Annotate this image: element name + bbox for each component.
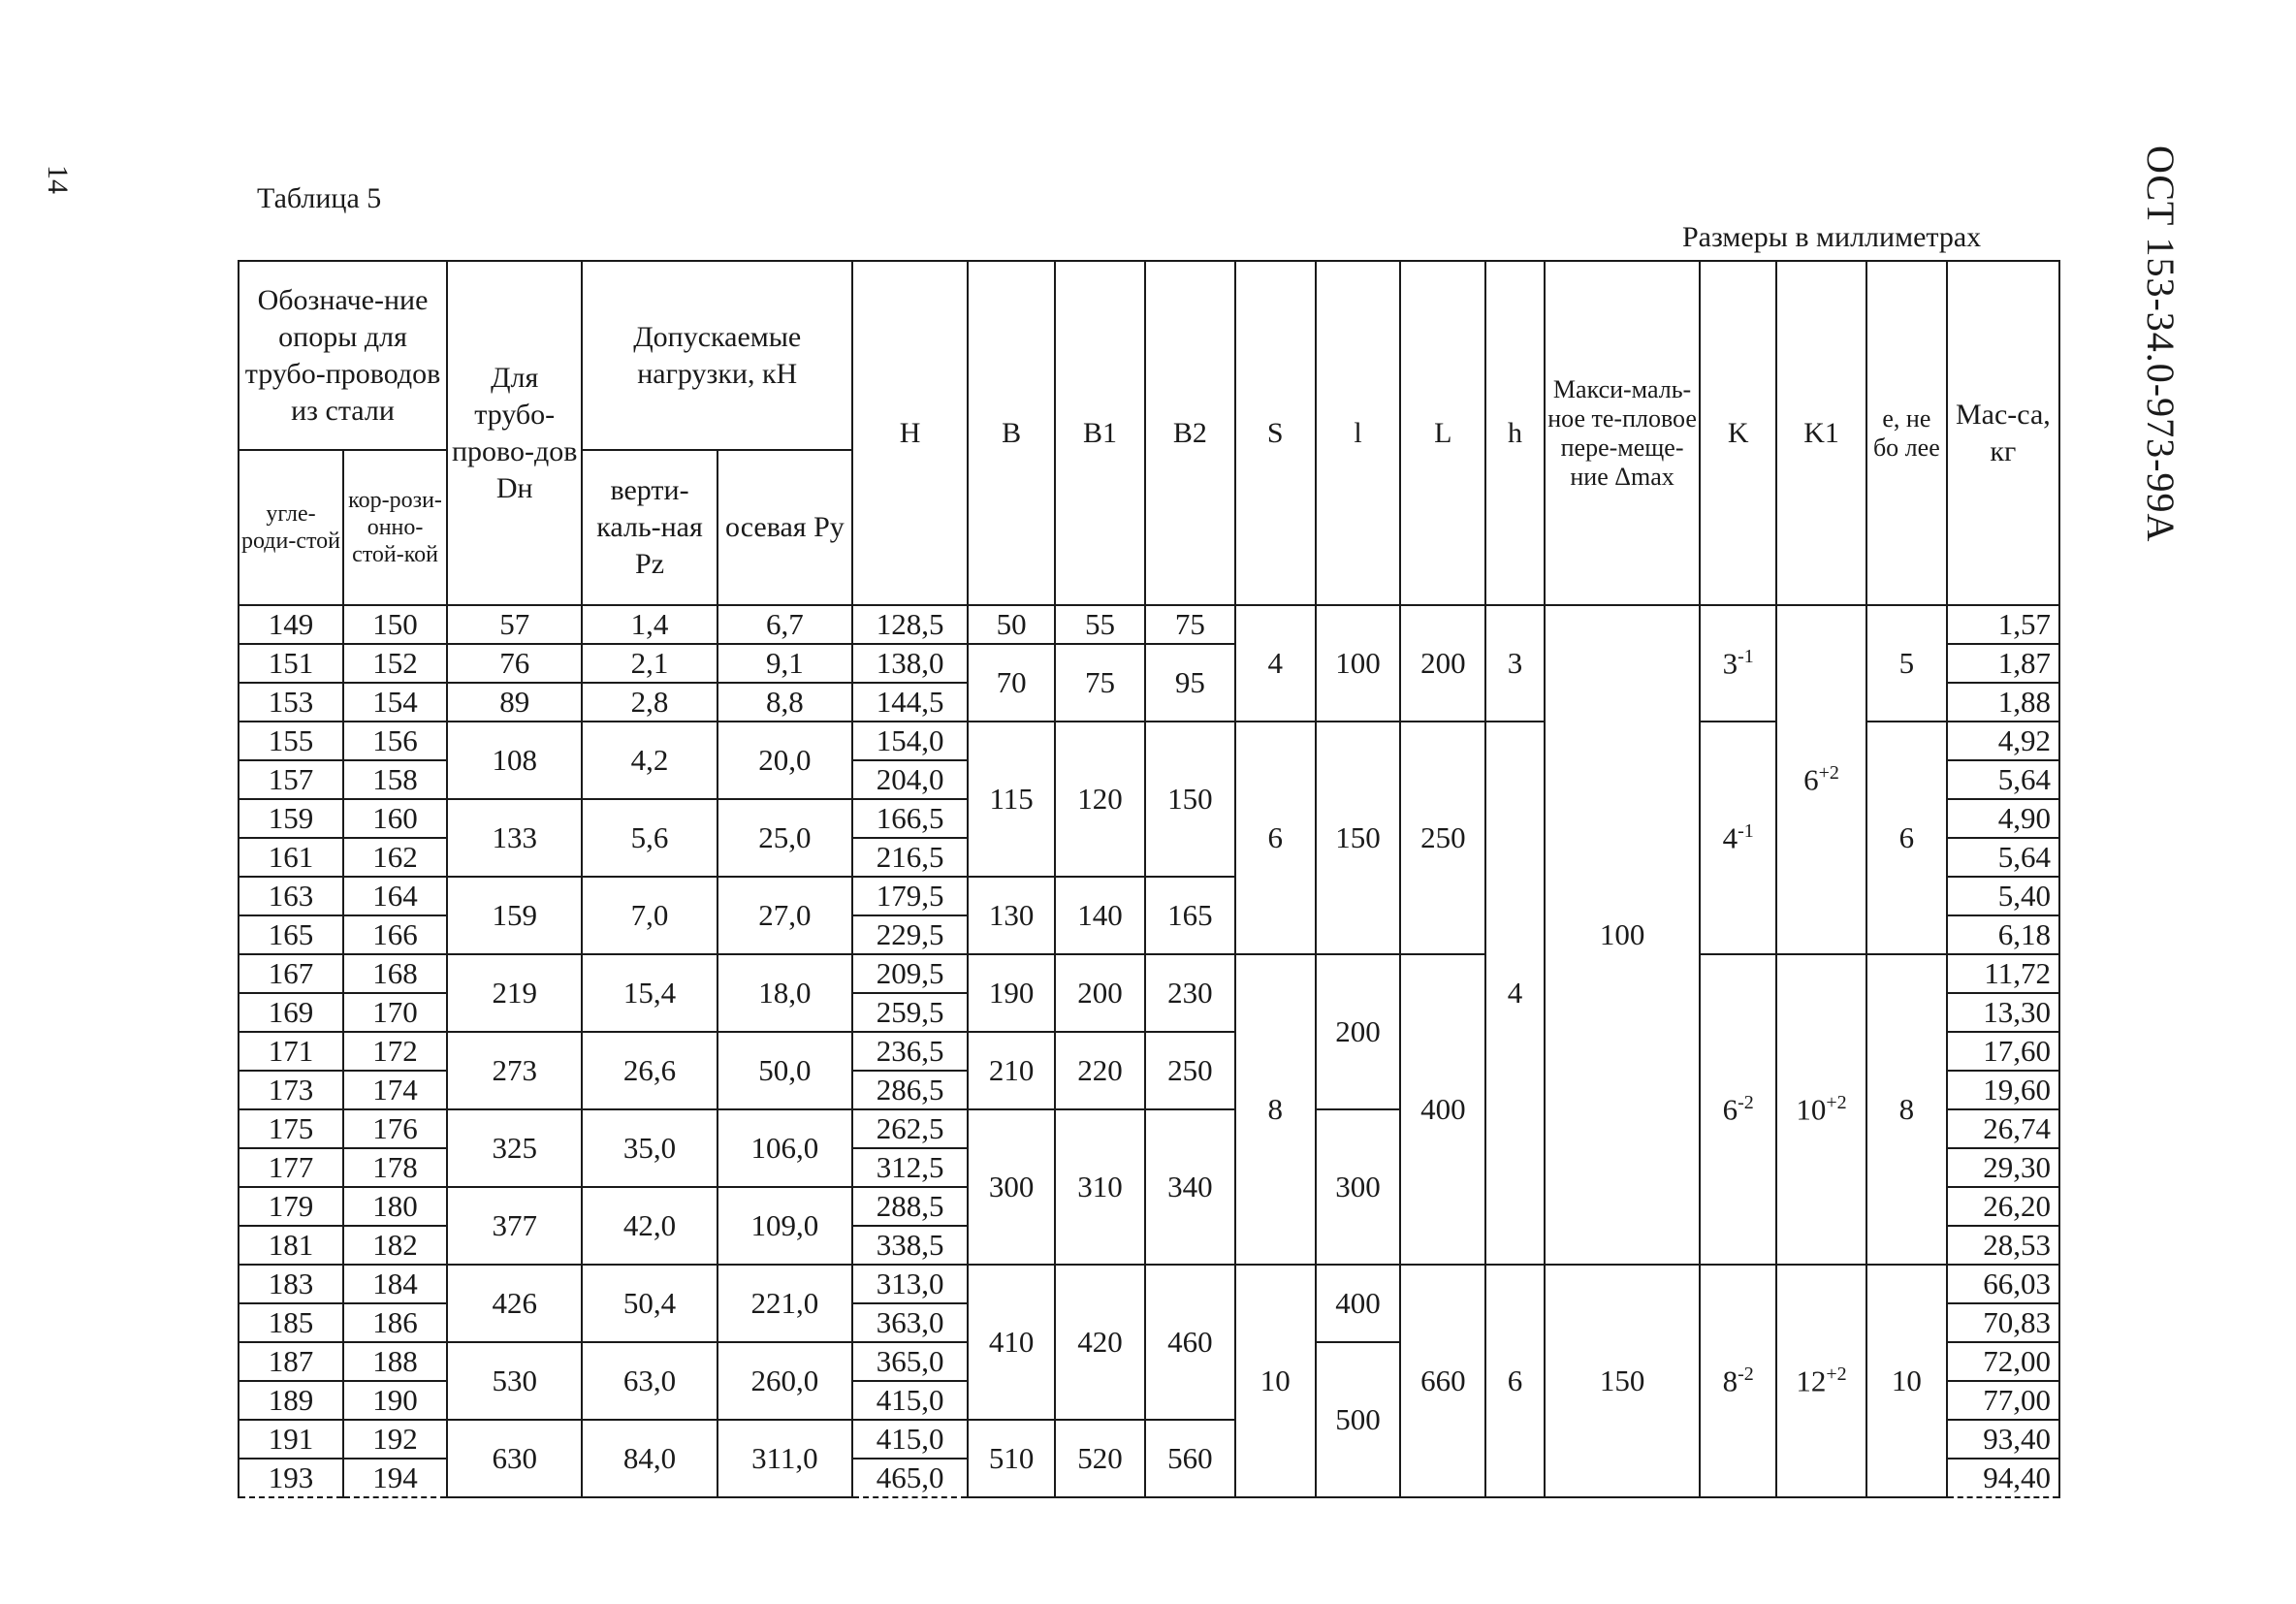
height-H: 262,5	[852, 1109, 968, 1148]
width-B2: 230	[1145, 954, 1235, 1032]
mass-kg: 1,88	[1947, 683, 2059, 722]
corrosion-resistant-code: 164	[343, 877, 447, 915]
mass-kg: 29,30	[1947, 1148, 2059, 1187]
mass-kg: 93,40	[1947, 1420, 2059, 1459]
header-carbon-steel: угле-роди-стой	[239, 450, 343, 605]
corrosion-resistant-code: 192	[343, 1420, 447, 1459]
width-B: 50	[968, 605, 1055, 644]
width-B1: 200	[1055, 954, 1145, 1032]
corrosion-resistant-code: 176	[343, 1109, 447, 1148]
height-h: 4	[1485, 722, 1545, 1265]
vertical-load: 5,6	[582, 799, 717, 877]
table-body	[239, 605, 2059, 1497]
corrosion-resistant-code: 174	[343, 1071, 447, 1109]
pipe-diameter: 273	[447, 1032, 582, 1109]
mass-kg: 17,60	[1947, 1032, 2059, 1071]
mass-kg: 1,57	[1947, 605, 2059, 644]
width-B: 115	[968, 722, 1055, 877]
corrosion-resistant-code: 170	[343, 993, 447, 1032]
height-H: 312,5	[852, 1148, 968, 1187]
width-B1: 220	[1055, 1032, 1145, 1109]
mass-kg: 5,64	[1947, 760, 2059, 799]
carbon-steel-code: 183	[239, 1265, 343, 1303]
width-B2: 95	[1145, 644, 1235, 722]
height-H: 288,5	[852, 1187, 968, 1226]
dimension-K1-exponent: +2	[1826, 1363, 1847, 1386]
pipe-diameter: 219	[447, 954, 582, 1032]
carbon-steel-code: 151	[239, 644, 343, 683]
corrosion-resistant-code: 168	[343, 954, 447, 993]
corrosion-resistant-code: 180	[343, 1187, 447, 1226]
width-B1: 420	[1055, 1265, 1145, 1420]
length-L: 400	[1400, 954, 1485, 1265]
header-corrosion-resistant: кор-рози-онно-стой-кой	[343, 450, 447, 605]
width-B: 130	[968, 877, 1055, 954]
axial-load: 221,0	[718, 1265, 852, 1342]
header-B: B	[968, 261, 1055, 605]
pipe-diameter: 159	[447, 877, 582, 954]
height-H: 259,5	[852, 993, 968, 1032]
axial-load: 9,1	[718, 644, 852, 683]
dimension-K	[1700, 1265, 1776, 1497]
dimension-K-base: 3	[1722, 646, 1738, 681]
dimension-e: 5	[1866, 605, 1947, 722]
header-axial-load: осевая Py	[718, 450, 852, 605]
corrosion-resistant-code: 150	[343, 605, 447, 644]
dimension-K-exponent: -1	[1738, 820, 1754, 843]
max-thermal-displacement: 150	[1545, 1265, 1701, 1497]
corrosion-resistant-code: 158	[343, 760, 447, 799]
carbon-steel-code: 163	[239, 877, 343, 915]
carbon-steel-code: 173	[239, 1071, 343, 1109]
axial-load: 260,0	[718, 1342, 852, 1420]
thickness-S: 8	[1235, 954, 1316, 1265]
length-l: 500	[1316, 1342, 1401, 1497]
carbon-steel-code: 191	[239, 1420, 343, 1459]
width-B1: 310	[1055, 1109, 1145, 1265]
mass-kg: 66,03	[1947, 1265, 2059, 1303]
table-title: Таблица 5	[257, 182, 382, 214]
height-H: 166,5	[852, 799, 968, 838]
vertical-load: 84,0	[582, 1420, 717, 1497]
dimension-K1	[1776, 1265, 1866, 1497]
dimension-K1	[1776, 605, 1866, 954]
dimension-K-exponent: -2	[1738, 1092, 1754, 1114]
axial-load: 311,0	[718, 1420, 852, 1497]
pipe-diameter: 133	[447, 799, 582, 877]
width-B2: 150	[1145, 722, 1235, 877]
page-number: 14	[42, 165, 74, 194]
width-B: 410	[968, 1265, 1055, 1420]
corrosion-resistant-code: 194	[343, 1459, 447, 1497]
height-H: 204,0	[852, 760, 968, 799]
height-H: 313,0	[852, 1265, 968, 1303]
mass-kg: 26,20	[1947, 1187, 2059, 1226]
width-B1: 120	[1055, 722, 1145, 877]
width-B: 300	[968, 1109, 1055, 1265]
width-B1: 140	[1055, 877, 1145, 954]
length-L: 250	[1400, 722, 1485, 954]
length-l: 150	[1316, 722, 1401, 954]
dimension-K	[1700, 954, 1776, 1265]
corrosion-resistant-code: 162	[343, 838, 447, 877]
header-K: K	[1700, 261, 1776, 605]
vertical-load: 35,0	[582, 1109, 717, 1187]
corrosion-resistant-code: 156	[343, 722, 447, 760]
header-vertical-load: верти-каль-ная Pz	[582, 450, 717, 605]
carbon-steel-code: 187	[239, 1342, 343, 1381]
header-dmax: Макси-маль-ное те-пловое пере-меще-ние Δmax	[1545, 261, 1701, 605]
vertical-load: 50,4	[582, 1265, 717, 1342]
header-S: S	[1235, 261, 1316, 605]
height-H: 415,0	[852, 1420, 968, 1459]
carbon-steel-code: 157	[239, 760, 343, 799]
height-H: 229,5	[852, 915, 968, 954]
vertical-load: 26,6	[582, 1032, 717, 1109]
header-e: е, не бо лее	[1866, 261, 1947, 605]
mass-kg: 4,90	[1947, 799, 2059, 838]
dimension-K1-base: 12	[1796, 1363, 1827, 1398]
dimension-K	[1700, 605, 1776, 722]
width-B2: 75	[1145, 605, 1235, 644]
mass-kg: 28,53	[1947, 1226, 2059, 1265]
length-L: 200	[1400, 605, 1485, 722]
carbon-steel-code: 193	[239, 1459, 343, 1497]
height-H: 338,5	[852, 1226, 968, 1265]
table-row	[239, 954, 2059, 993]
length-l: 400	[1316, 1265, 1401, 1342]
height-H: 363,0	[852, 1303, 968, 1342]
height-h: 6	[1485, 1265, 1545, 1497]
axial-load: 27,0	[718, 877, 852, 954]
corrosion-resistant-code: 188	[343, 1342, 447, 1381]
dimension-K	[1700, 722, 1776, 954]
width-B1: 75	[1055, 644, 1145, 722]
carbon-steel-code: 179	[239, 1187, 343, 1226]
carbon-steel-code: 169	[239, 993, 343, 1032]
height-H: 216,5	[852, 838, 968, 877]
mass-kg: 26,74	[1947, 1109, 2059, 1148]
dimension-K1-exponent: +2	[1826, 1092, 1847, 1114]
height-H: 138,0	[852, 644, 968, 683]
vertical-load: 42,0	[582, 1187, 717, 1265]
mass-kg: 11,72	[1947, 954, 2059, 993]
header-K1: K1	[1776, 261, 1866, 605]
thickness-S: 6	[1235, 722, 1316, 954]
height-H: 286,5	[852, 1071, 968, 1109]
dimension-K-base: 6	[1722, 1092, 1738, 1127]
height-H: 144,5	[852, 683, 968, 722]
length-l: 200	[1316, 954, 1401, 1109]
thickness-S: 4	[1235, 605, 1316, 722]
mass-kg: 94,40	[1947, 1459, 2059, 1497]
header-loads: Допускаемые нагрузки, кН	[582, 261, 852, 450]
carbon-steel-code: 155	[239, 722, 343, 760]
width-B2: 560	[1145, 1420, 1235, 1497]
width-B: 210	[968, 1032, 1055, 1109]
width-B: 190	[968, 954, 1055, 1032]
width-B: 70	[968, 644, 1055, 722]
mass-kg: 13,30	[1947, 993, 2059, 1032]
corrosion-resistant-code: 172	[343, 1032, 447, 1071]
mass-kg: 1,87	[1947, 644, 2059, 683]
mass-kg: 6,18	[1947, 915, 2059, 954]
pipe-diameter: 530	[447, 1342, 582, 1420]
axial-load: 6,7	[718, 605, 852, 644]
header-designation: Обозначе-ние опоры для трубо-проводов из стали	[239, 261, 447, 450]
corrosion-resistant-code: 178	[343, 1148, 447, 1187]
vertical-load: 2,8	[582, 683, 717, 722]
axial-load: 109,0	[718, 1187, 852, 1265]
units-note: Размеры в миллиметрах	[1682, 221, 1982, 253]
axial-load: 25,0	[718, 799, 852, 877]
length-l: 300	[1316, 1109, 1401, 1265]
height-H: 236,5	[852, 1032, 968, 1071]
vertical-load: 15,4	[582, 954, 717, 1032]
dimension-K1	[1776, 954, 1866, 1265]
dimension-K-base: 4	[1722, 820, 1738, 855]
dimension-e: 6	[1866, 722, 1947, 954]
mass-kg: 77,00	[1947, 1381, 2059, 1420]
header-B2: B2	[1145, 261, 1235, 605]
width-B1: 520	[1055, 1420, 1145, 1497]
vertical-load: 7,0	[582, 877, 717, 954]
carbon-steel-code: 165	[239, 915, 343, 954]
carbon-steel-code: 185	[239, 1303, 343, 1342]
height-H: 465,0	[852, 1459, 968, 1497]
dimension-e: 10	[1866, 1265, 1947, 1497]
width-B2: 340	[1145, 1109, 1235, 1265]
dimension-K1-base: 10	[1796, 1092, 1827, 1127]
axial-load: 20,0	[718, 722, 852, 799]
dimension-K1-exponent: +2	[1818, 762, 1839, 785]
width-B1: 55	[1055, 605, 1145, 644]
carbon-steel-code: 177	[239, 1148, 343, 1187]
carbon-steel-code: 153	[239, 683, 343, 722]
carbon-steel-code: 167	[239, 954, 343, 993]
mass-kg: 4,92	[1947, 722, 2059, 760]
pipe-diameter: 57	[447, 605, 582, 644]
thickness-S: 10	[1235, 1265, 1316, 1497]
vertical-load: 2,1	[582, 644, 717, 683]
pipe-diameter: 108	[447, 722, 582, 799]
pipe-diameter: 89	[447, 683, 582, 722]
dimension-K-exponent: -1	[1738, 646, 1754, 668]
carbon-steel-code: 171	[239, 1032, 343, 1071]
vertical-load: 1,4	[582, 605, 717, 644]
height-H: 415,0	[852, 1381, 968, 1420]
carbon-steel-code: 161	[239, 838, 343, 877]
length-l: 100	[1316, 605, 1401, 722]
pipe-diameter: 325	[447, 1109, 582, 1187]
max-thermal-displacement: 100	[1545, 605, 1701, 1265]
header-h: h	[1485, 261, 1545, 605]
document-code: ОСТ 153-34.0-973-99А	[2139, 145, 2183, 543]
corrosion-resistant-code: 186	[343, 1303, 447, 1342]
height-H: 154,0	[852, 722, 968, 760]
height-H: 128,5	[852, 605, 968, 644]
corrosion-resistant-code: 182	[343, 1226, 447, 1265]
pipe-diameter: 76	[447, 644, 582, 683]
pipe-diameter: 630	[447, 1420, 582, 1497]
vertical-load: 4,2	[582, 722, 717, 799]
width-B2: 250	[1145, 1032, 1235, 1109]
corrosion-resistant-code: 166	[343, 915, 447, 954]
dimension-K1-base: 6	[1803, 762, 1819, 797]
corrosion-resistant-code: 154	[343, 683, 447, 722]
axial-load: 8,8	[718, 683, 852, 722]
axial-load: 18,0	[718, 954, 852, 1032]
height-h: 3	[1485, 605, 1545, 722]
mass-kg: 70,83	[1947, 1303, 2059, 1342]
carbon-steel-code: 181	[239, 1226, 343, 1265]
length-L: 660	[1400, 1265, 1485, 1497]
width-B2: 165	[1145, 877, 1235, 954]
corrosion-resistant-code: 184	[343, 1265, 447, 1303]
header-dn: Для трубо-прово-дов Dн	[447, 261, 582, 605]
table-row	[239, 1265, 2059, 1303]
mass-kg: 72,00	[1947, 1342, 2059, 1381]
dimension-K-base: 8	[1722, 1363, 1738, 1398]
header-mass: Мас-са, кг	[1947, 261, 2059, 605]
header-B1: B1	[1055, 261, 1145, 605]
pipe-diameter: 426	[447, 1265, 582, 1342]
height-H: 209,5	[852, 954, 968, 993]
corrosion-resistant-code: 190	[343, 1381, 447, 1420]
width-B: 510	[968, 1420, 1055, 1497]
header-L: L	[1400, 261, 1485, 605]
carbon-steel-code: 175	[239, 1109, 343, 1148]
dimension-e: 8	[1866, 954, 1947, 1265]
height-H: 179,5	[852, 877, 968, 915]
mass-kg: 19,60	[1947, 1071, 2059, 1109]
corrosion-resistant-code: 160	[343, 799, 447, 838]
axial-load: 106,0	[718, 1109, 852, 1187]
axial-load: 50,0	[718, 1032, 852, 1109]
mass-kg: 5,40	[1947, 877, 2059, 915]
header-l: l	[1316, 261, 1401, 605]
width-B2: 460	[1145, 1265, 1235, 1420]
header-H: H	[852, 261, 968, 605]
carbon-steel-code: 149	[239, 605, 343, 644]
support-dimensions-table	[238, 260, 2060, 1498]
carbon-steel-code: 189	[239, 1381, 343, 1420]
table-row	[239, 605, 2059, 644]
mass-kg: 5,64	[1947, 838, 2059, 877]
carbon-steel-code: 159	[239, 799, 343, 838]
pipe-diameter: 377	[447, 1187, 582, 1265]
corrosion-resistant-code: 152	[343, 644, 447, 683]
height-H: 365,0	[852, 1342, 968, 1381]
dimension-K-exponent: -2	[1738, 1363, 1754, 1386]
vertical-load: 63,0	[582, 1342, 717, 1420]
